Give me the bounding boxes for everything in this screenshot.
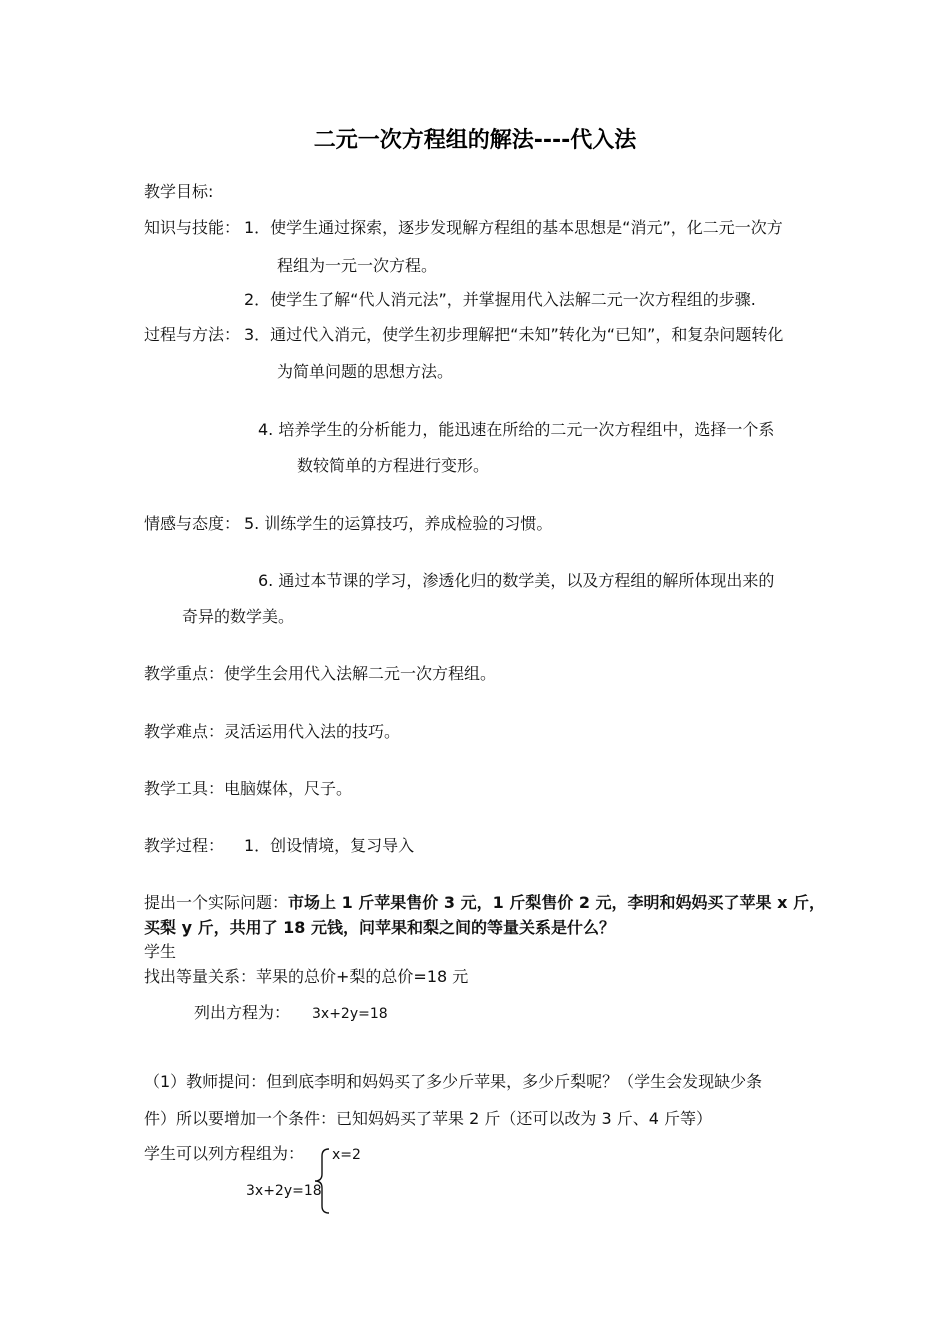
problem-line-1 xyxy=(144,893,825,913)
knowledge-label: 知识与技能： xyxy=(144,218,241,237)
relation-text: 找出等量关系：苹果的总价+梨的总价=18 元 xyxy=(144,967,469,986)
page-title: 二元一次方程组的解法----代入法 xyxy=(313,128,637,153)
objectives-heading: 教学目标: xyxy=(144,182,214,201)
key-point: 教学重点：使学生会用代入法解二元一次方程组。 xyxy=(144,664,497,683)
system-label: 学生可以列方程组为： xyxy=(144,1144,305,1163)
objective-item-3: 3．通过代入消元，使学生初步理解把“未知”转化为“已知”，和复杂问题转化 xyxy=(244,325,784,344)
problem-text-1: 市场上 1 斤苹果售价 3 元，1 斤梨售价 2 元，李明和妈妈买了苹果 x 斤， xyxy=(288,893,826,912)
student-label: 学生 xyxy=(144,942,177,961)
system-equation-2: 3x+2y=18 xyxy=(246,1183,322,1199)
teacher-question-line-1: （1）教师提问：但到底李明和妈妈买了多少斤苹果，多少斤梨呢？（学生会发现缺少条 xyxy=(144,1072,763,1091)
problem-prefix: 提出一个实际问题： xyxy=(144,893,289,912)
objective-item-5: 5. 训练学生的运算技巧，养成检验的习惯。 xyxy=(244,514,553,533)
objective-item-3-cont: 为简单问题的思想方法。 xyxy=(277,362,454,381)
objective-item-1: 1．使学生通过探索，逐步发现解方程组的基本思想是“消元”，化二元一次方 xyxy=(244,218,783,237)
equation-value: 3x+2y=18 xyxy=(312,1006,388,1022)
objective-item-4-cont: 数较简单的方程进行变形。 xyxy=(297,456,490,475)
objective-item-6: 6. 通过本节课的学习，渗透化归的数学美，以及方程组的解所体现出来的 xyxy=(258,571,775,590)
objective-item-4: 4. 培养学生的分析能力，能迅速在所给的二元一次方程组中，选择一个系 xyxy=(258,420,775,439)
difficulty: 教学难点：灵活运用代入法的技巧。 xyxy=(144,722,401,741)
objective-item-6-cont: 奇异的数学美。 xyxy=(182,607,295,626)
system-equation-1: x=2 xyxy=(332,1147,361,1163)
objective-item-1-cont: 程组为一元一次方程。 xyxy=(277,256,438,275)
equation-label: 列出方程为： xyxy=(194,1003,291,1022)
tools: 教学工具：电脑媒体，尺子。 xyxy=(144,779,353,798)
objective-item-2: 2．使学生了解“代人消元法”，并掌握用代入法解二元一次方程组的步骤. xyxy=(244,290,756,309)
process-method-label: 过程与方法： xyxy=(144,325,241,344)
attitude-label: 情感与态度： xyxy=(144,514,241,533)
problem-text-2: 买梨 y 斤，共用了 18 元钱，问苹果和梨之间的等量关系是什么？ xyxy=(144,918,615,937)
process-label: 教学过程： xyxy=(144,836,225,855)
teacher-question-line-2: 件）所以要增加一个条件：已知妈妈买了苹果 2 斤（还可以改为 3 斤、4 斤等） xyxy=(144,1109,712,1128)
process-step-1: 1．创设情境，复习导入 xyxy=(244,836,415,855)
